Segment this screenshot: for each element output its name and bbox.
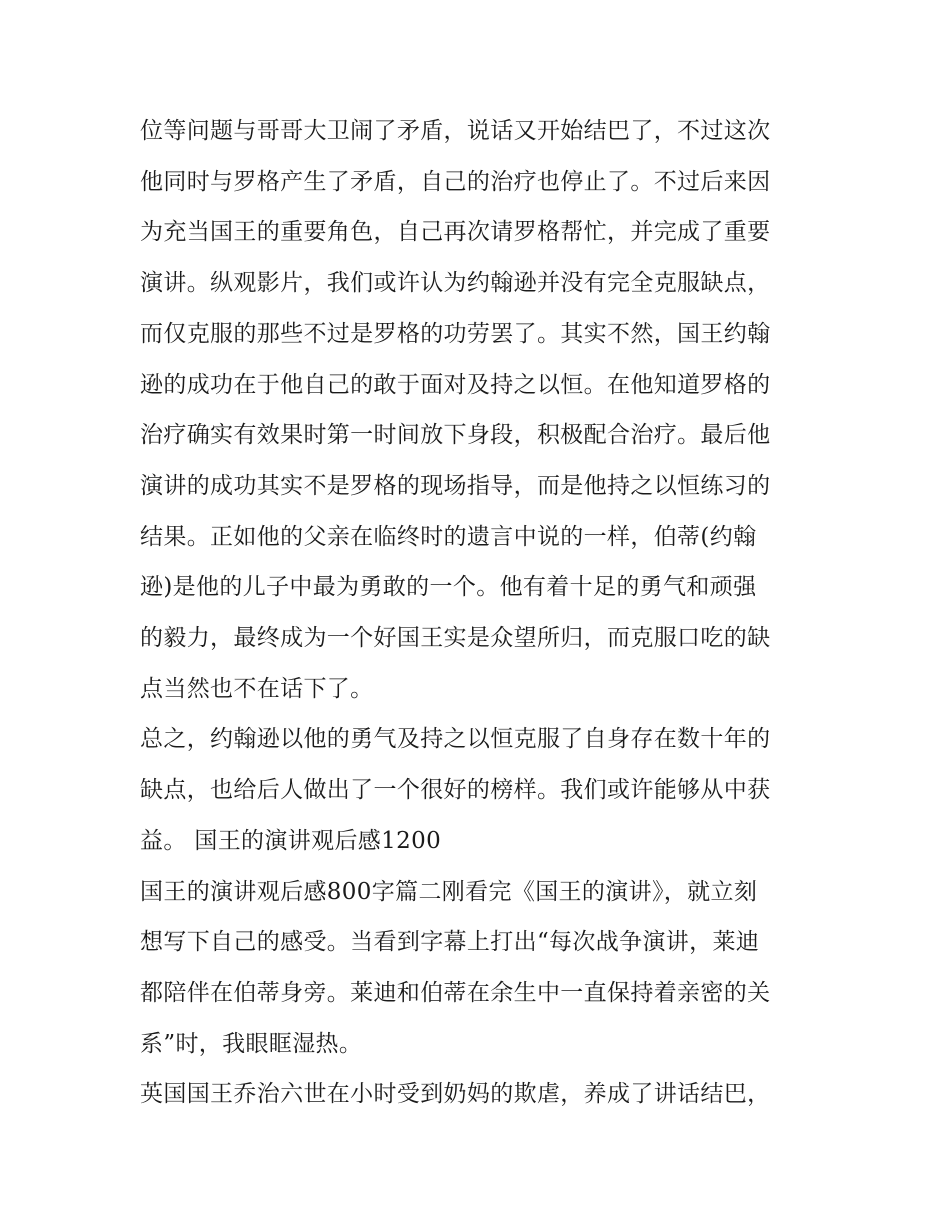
text-line: 点当然也不在话下了。 [140, 675, 374, 702]
text-line: 而仅克服的那些不过是罗格的功劳罢了。其实不然，国王约翰 [140, 320, 771, 347]
text-line: 缺点，也给后人做出了一个很好的榜样。我们或许能够从中获 [140, 777, 771, 804]
text-line: 逊)是他的儿子中最为勇敢的一个。他有着十足的勇气和顽强 [140, 574, 757, 601]
text-line: 英国国王乔治六世在小时受到奶妈的欺虐，养成了讲话结巴， [140, 1081, 771, 1108]
text-line: 结果。正如他的父亲在临终时的遗言中说的一样，伯蒂(约翰 [140, 523, 757, 550]
text-line: 国王的演讲观后感800字篇二刚看完《国王的演讲》，就立刻 [140, 878, 758, 905]
text-line: 想写下自己的感受。当看到字幕上打出“每次战争演讲，莱迪 [140, 929, 760, 956]
text-line: 演讲。纵观影片，我们或许认为约翰逊并没有完全克服缺点， [140, 270, 771, 297]
text-line: 治疗确实有效果时第一时间放下身段，积极配合治疗。最后他 [140, 422, 771, 449]
paragraph-1 [140, 106, 815, 714]
text-line: 他同时与罗格产生了矛盾，自己的治疗也停止了。不过后来因 [140, 168, 771, 195]
text-line: 位等问题与哥哥大卫闹了矛盾，说话又开始结巴了，不过这次 [140, 118, 771, 144]
paragraph-2 [140, 714, 815, 866]
paragraph-3 [140, 867, 815, 1070]
text-line: 的毅力，最终成为一个好国王实是众望所归，而克服口吃的缺 [140, 625, 771, 652]
text-line: 都陪伴在伯蒂身旁。莱迪和伯蒂在余生中一直保持着亲密的关 [140, 979, 771, 1006]
text-line: 为充当国王的重要角色，自己再次请罗格帮忙，并完成了重要 [140, 219, 771, 246]
text-line: 逊的成功在于他自己的敢于面对及持之以恒。在他知道罗格的 [140, 371, 771, 398]
text-line: 演讲的成功其实不是罗格的现场指导，而是他持之以恒练习的 [140, 472, 771, 499]
text-line: 系”时，我眼眶湿热。 [140, 1030, 363, 1057]
text-line: 总之，约翰逊以他的勇气及持之以恒克服了自身存在数十年的 [140, 726, 771, 753]
document-body [140, 106, 815, 1120]
text-line: 益。 国王的演讲观后感1200 [140, 827, 442, 854]
paragraph-4 [140, 1069, 815, 1120]
